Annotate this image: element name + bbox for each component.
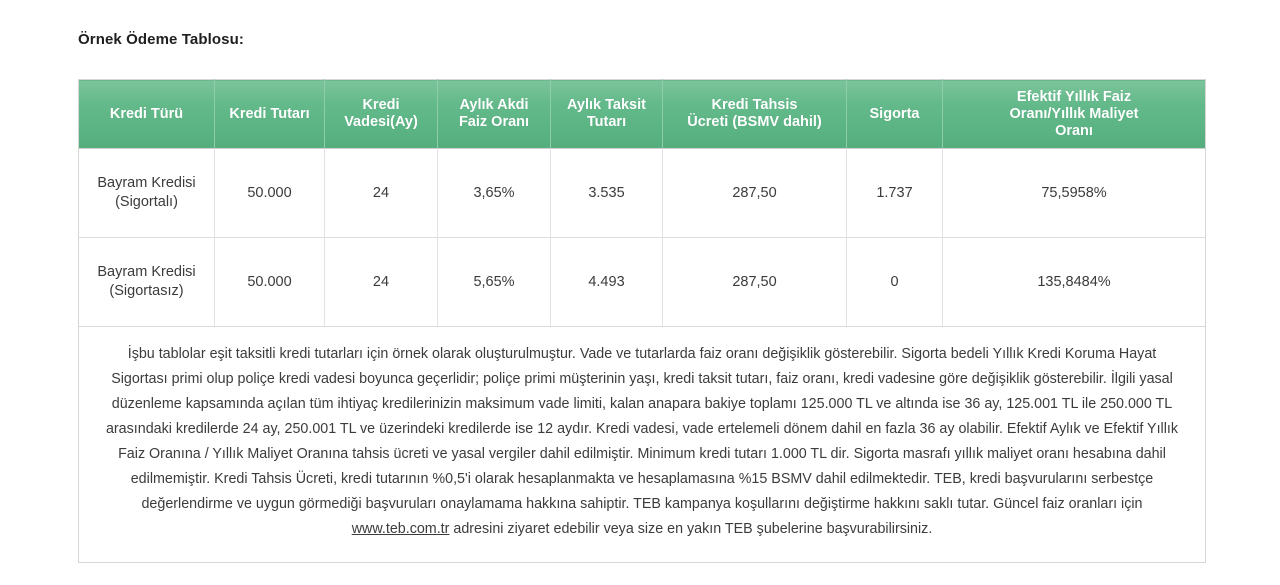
column-header-kredi-tutari [215,80,325,149]
header-line: Tutarı [586,114,627,130]
column-header-kredi-turu [79,80,215,149]
header-line: Aylık Taksit [567,97,646,113]
header-line: Faiz Oranı [458,114,530,130]
header-line: Kredi Türü [109,105,184,122]
page-title: Örnek Ödeme Tablosu: [78,31,244,48]
cell-kredi-vadesi: 24 [325,149,438,238]
header-line: Efektif Yıllık Faiz [1016,88,1132,105]
column-header-sigorta [847,80,943,149]
header-line: Kredi Tahsis [711,97,798,113]
header-line: Aylık Akdi [459,97,529,113]
cell-aylik-taksit-tutari: 3.535 [551,149,663,238]
column-header-kredi-tahsis-ucreti [663,80,847,149]
cell-aylik-akdi-faiz-orani: 3,65% [438,149,551,238]
cell-line: (Sigortalı) [115,194,178,210]
header-line: Sigorta [869,105,920,122]
cell-kredi-turu [79,149,215,238]
header-line: Ücreti (BSMV dahil) [687,114,822,130]
header-line: Kredi Tutarı [229,105,310,122]
cell-sigorta: 1.737 [847,149,943,238]
column-header-aylik-akdi-faiz-orani [438,80,551,149]
cell-kredi-tahsis-ucreti: 287,50 [663,238,847,327]
footnote-text-after-link: adresini ziyaret edebilir veya size en yakın TEB şubelerine başvurabilirsiniz. [449,521,933,537]
header-line: Vadesi(Ay) [344,114,418,130]
cell-line: Bayram Kredisi [97,264,196,280]
cell-kredi-turu [79,238,215,327]
teb-website-link[interactable]: www.teb.com.tr [351,521,450,537]
cell-efektif-yillik-faiz-orani: 75,5958% [943,149,1206,238]
header-line: Kredi [362,97,400,113]
cell-efektif-yillik-faiz-orani: 135,8484% [943,238,1206,327]
column-header-efektif-yillik-faiz-orani [943,80,1206,149]
column-header-aylik-taksit-tutari [551,80,663,149]
loan-table-container [78,79,1205,563]
header-line: Oranı [1055,122,1093,139]
cell-kredi-tutari: 50.000 [215,238,325,327]
table-footnote-row [79,327,1206,563]
table-header-row [79,80,1206,149]
cell-line: Bayram Kredisi [97,175,196,191]
column-header-kredi-vadesi [325,80,438,149]
table-body [79,149,1206,563]
cell-aylik-akdi-faiz-orani: 5,65% [438,238,551,327]
table-row [79,238,1206,327]
cell-sigorta: 0 [847,238,943,327]
cell-kredi-tahsis-ucreti: 287,50 [663,149,847,238]
example-payment-table [78,79,1206,563]
cell-kredi-vadesi: 24 [325,238,438,327]
table-row [79,149,1206,238]
footnote-text-before-link: İşbu tablolar eşit taksitli kredi tutarları için örnek olarak oluşturulmuştur. Vade ve tutarlarda faiz oranı değişiklik gösterebilir. Sigorta bedeli Yıllık Kredi Koruma Hayat Sigortası primi olup poliçe kredi vadesi boyunca geçerlidir; poliçe primi müşterinin yaşı, kredi taksit tutarı, faiz oranı, kredi vadesine göre değişiklik gösterebilir. İlgili yasal düzenleme kapsamında açılan tüm ihtiyaç kredilerinizin maksimum vade limiti, kalan anapara bakiye toplamı 125.000 TL ve altında ise 36 ay, 125.001 TL ile 250.000 TL arasındaki kredilerde 24 ay, 250.001 TL ve üzerindeki kredilerde ise 12 aydır. Kredi vadesi, vade ertelemeli dönem dahil en fazla 36 ay olabilir. Efektif Aylık ve Efektif Yıllık Faiz Oranına / Yıllık Maliyet Oranına tahsis ücreti ve yasal vergiler dahil edilmiştir. Minimum kredi tutarı 1.000 TL dir. Sigorta masrafı yıllık maliyet oranı hesabına dahil edilmemiştir. Kredi Tahsis Ücreti, kredi tutarının %0,5'i olarak hesaplanmakta ve hesaplamasına %15 BSMV dahil edilmektedir. TEB, kredi başvurularını serbestçe değerlendirme ve uygun görmediği başvuruları onaylamama hakkına sahiptir. TEB kampanya koşullarını değiştirme hakkını saklı tutar. Güncel faiz oranları için [105,346,1179,512]
header-line: Oranı/Yıllık Maliyet [1009,105,1139,122]
table-header [79,80,1206,149]
footnote-cell [79,327,1206,563]
cell-aylik-taksit-tutari: 4.493 [551,238,663,327]
cell-line: (Sigortasız) [109,283,184,299]
cell-kredi-tutari: 50.000 [215,149,325,238]
